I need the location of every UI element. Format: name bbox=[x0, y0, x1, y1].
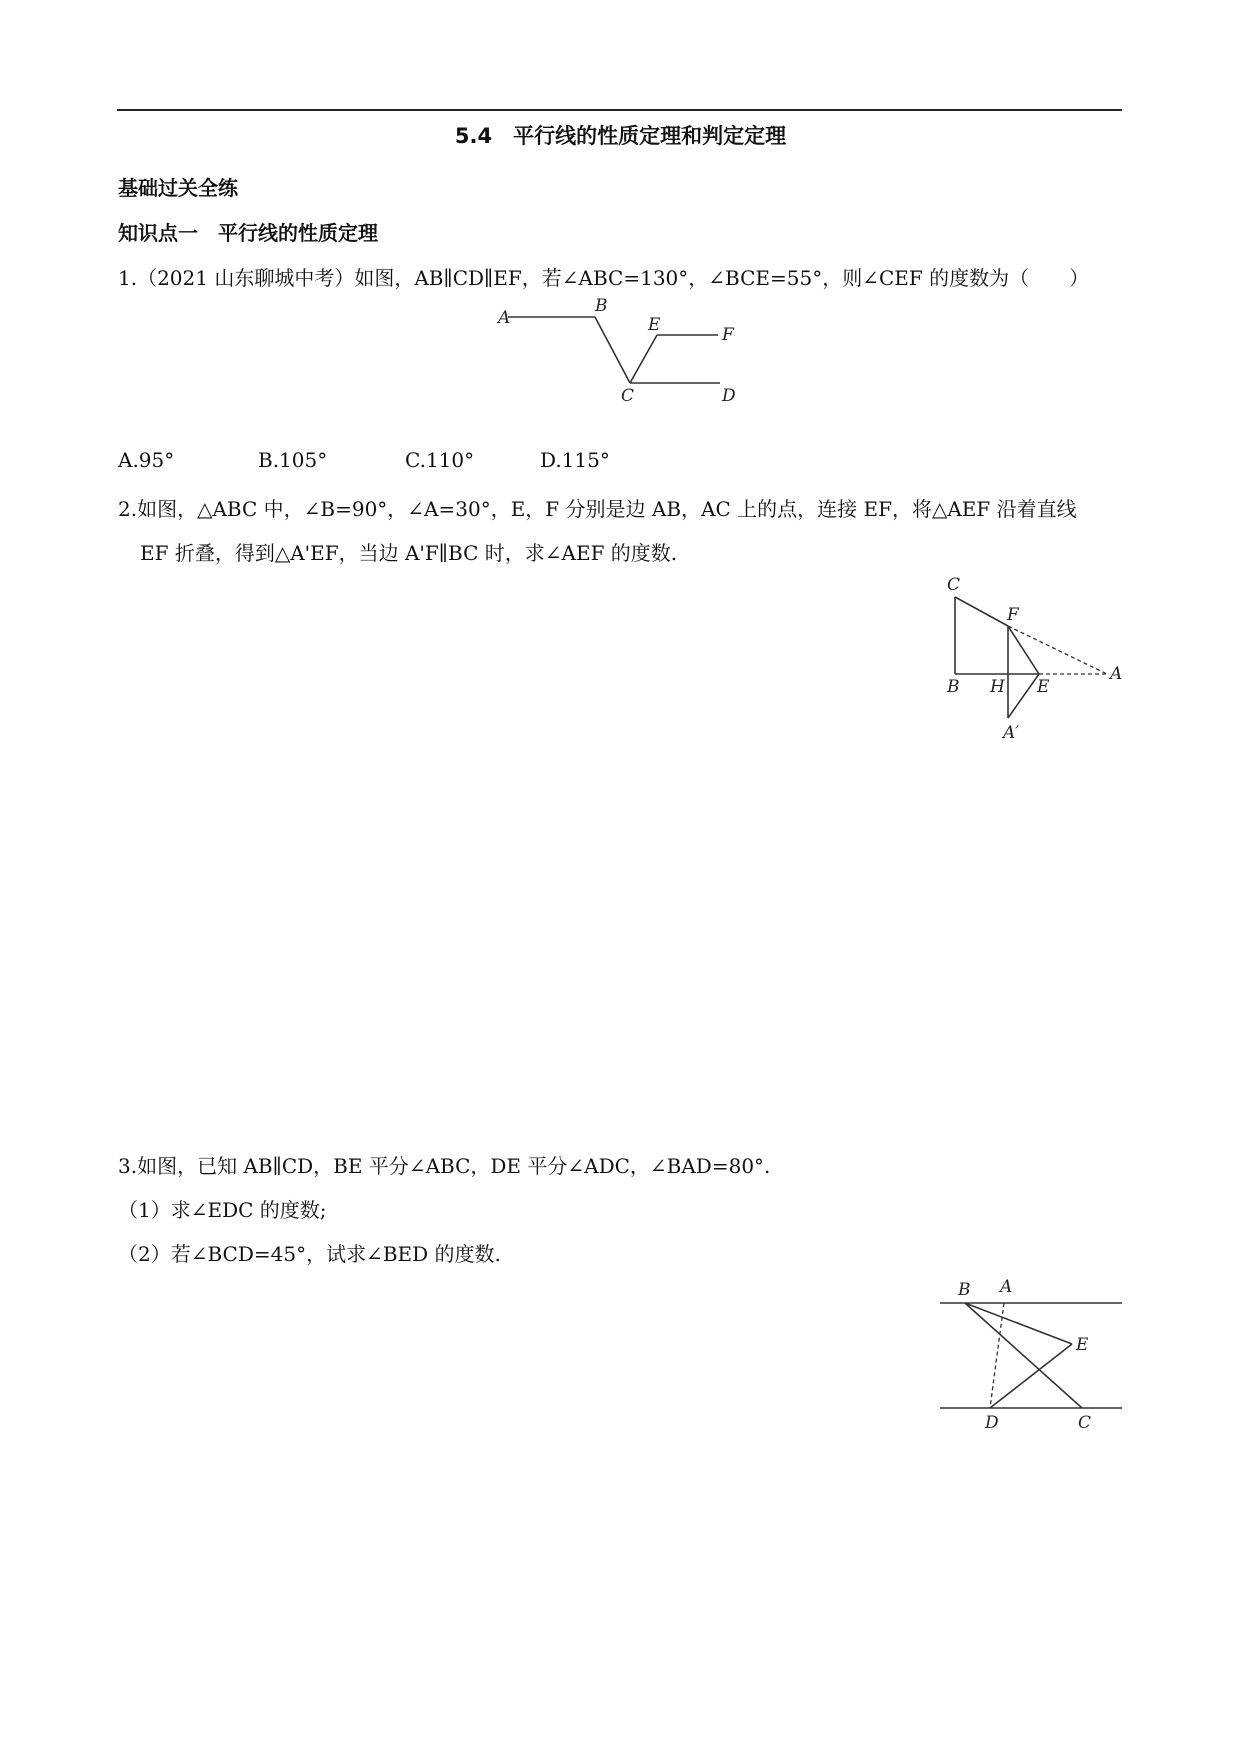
question-2-line1: 2.如图，△ABC 中，∠B=90°，∠A=30°，E，F 分别是边 AB，AC 上的点，连接 EF，将△AEF 沿着直线 bbox=[118, 497, 1077, 521]
top-rule bbox=[117, 109, 1122, 111]
question-3-part2: （2）若∠BCD=45°，试求∠BED 的度数. bbox=[118, 1242, 501, 1266]
fig3-label-b: B bbox=[958, 1280, 971, 1300]
fig1-label-c: C bbox=[621, 386, 635, 406]
question-2-line2: EF 折叠，得到△A'EF，当边 A'F∥BC 时，求∠AEF 的度数. bbox=[140, 541, 678, 565]
fig2-label-a-prime: A′ bbox=[1003, 723, 1020, 743]
fig2-label-a: A bbox=[1110, 664, 1123, 684]
knowledge-point-heading: 知识点一 平行线的性质定理 bbox=[118, 221, 378, 245]
fig1-label-a: A bbox=[498, 308, 511, 328]
option-c[interactable]: C.110° bbox=[405, 448, 475, 472]
fig1-label-d: D bbox=[722, 386, 736, 406]
fig2-label-h: H bbox=[990, 677, 1005, 697]
question-2-figure bbox=[935, 570, 1125, 755]
section-heading: 基础过关全练 bbox=[118, 176, 238, 200]
fig3-label-a: A bbox=[1000, 1277, 1013, 1297]
fig1-label-b: B bbox=[595, 296, 608, 316]
fig1-label-f: F bbox=[722, 325, 734, 345]
fig2-label-f: F bbox=[1007, 605, 1019, 625]
page-title: 5.4 平行线的性质定理和判定定理 bbox=[454, 124, 787, 148]
option-b[interactable]: B.105° bbox=[258, 448, 328, 472]
question-1-figure bbox=[490, 295, 760, 415]
option-d[interactable]: D.115° bbox=[540, 448, 610, 472]
question-3-figure bbox=[930, 1270, 1125, 1435]
question-1-text: 1.（2021 山东聊城中考）如图，AB∥CD∥EF，若∠ABC=130°，∠BCE=55°，则∠CEF 的度数为（ ） bbox=[118, 266, 1090, 290]
question-3-line1: 3.如图，已知 AB∥CD，BE 平分∠ABC，DE 平分∠ADC，∠BAD=80°. bbox=[118, 1154, 771, 1178]
fig2-label-c: C bbox=[947, 575, 961, 595]
fig3-label-e: E bbox=[1076, 1335, 1089, 1355]
option-a[interactable]: A.95° bbox=[118, 448, 175, 472]
question-3-part1: （1）求∠EDC 的度数; bbox=[118, 1198, 327, 1222]
fig1-label-e: E bbox=[648, 315, 661, 335]
fig2-label-b: B bbox=[947, 677, 960, 697]
fig3-label-c: C bbox=[1078, 1413, 1092, 1433]
fig2-label-e: E bbox=[1037, 677, 1050, 697]
fig3-label-d: D bbox=[985, 1413, 999, 1433]
